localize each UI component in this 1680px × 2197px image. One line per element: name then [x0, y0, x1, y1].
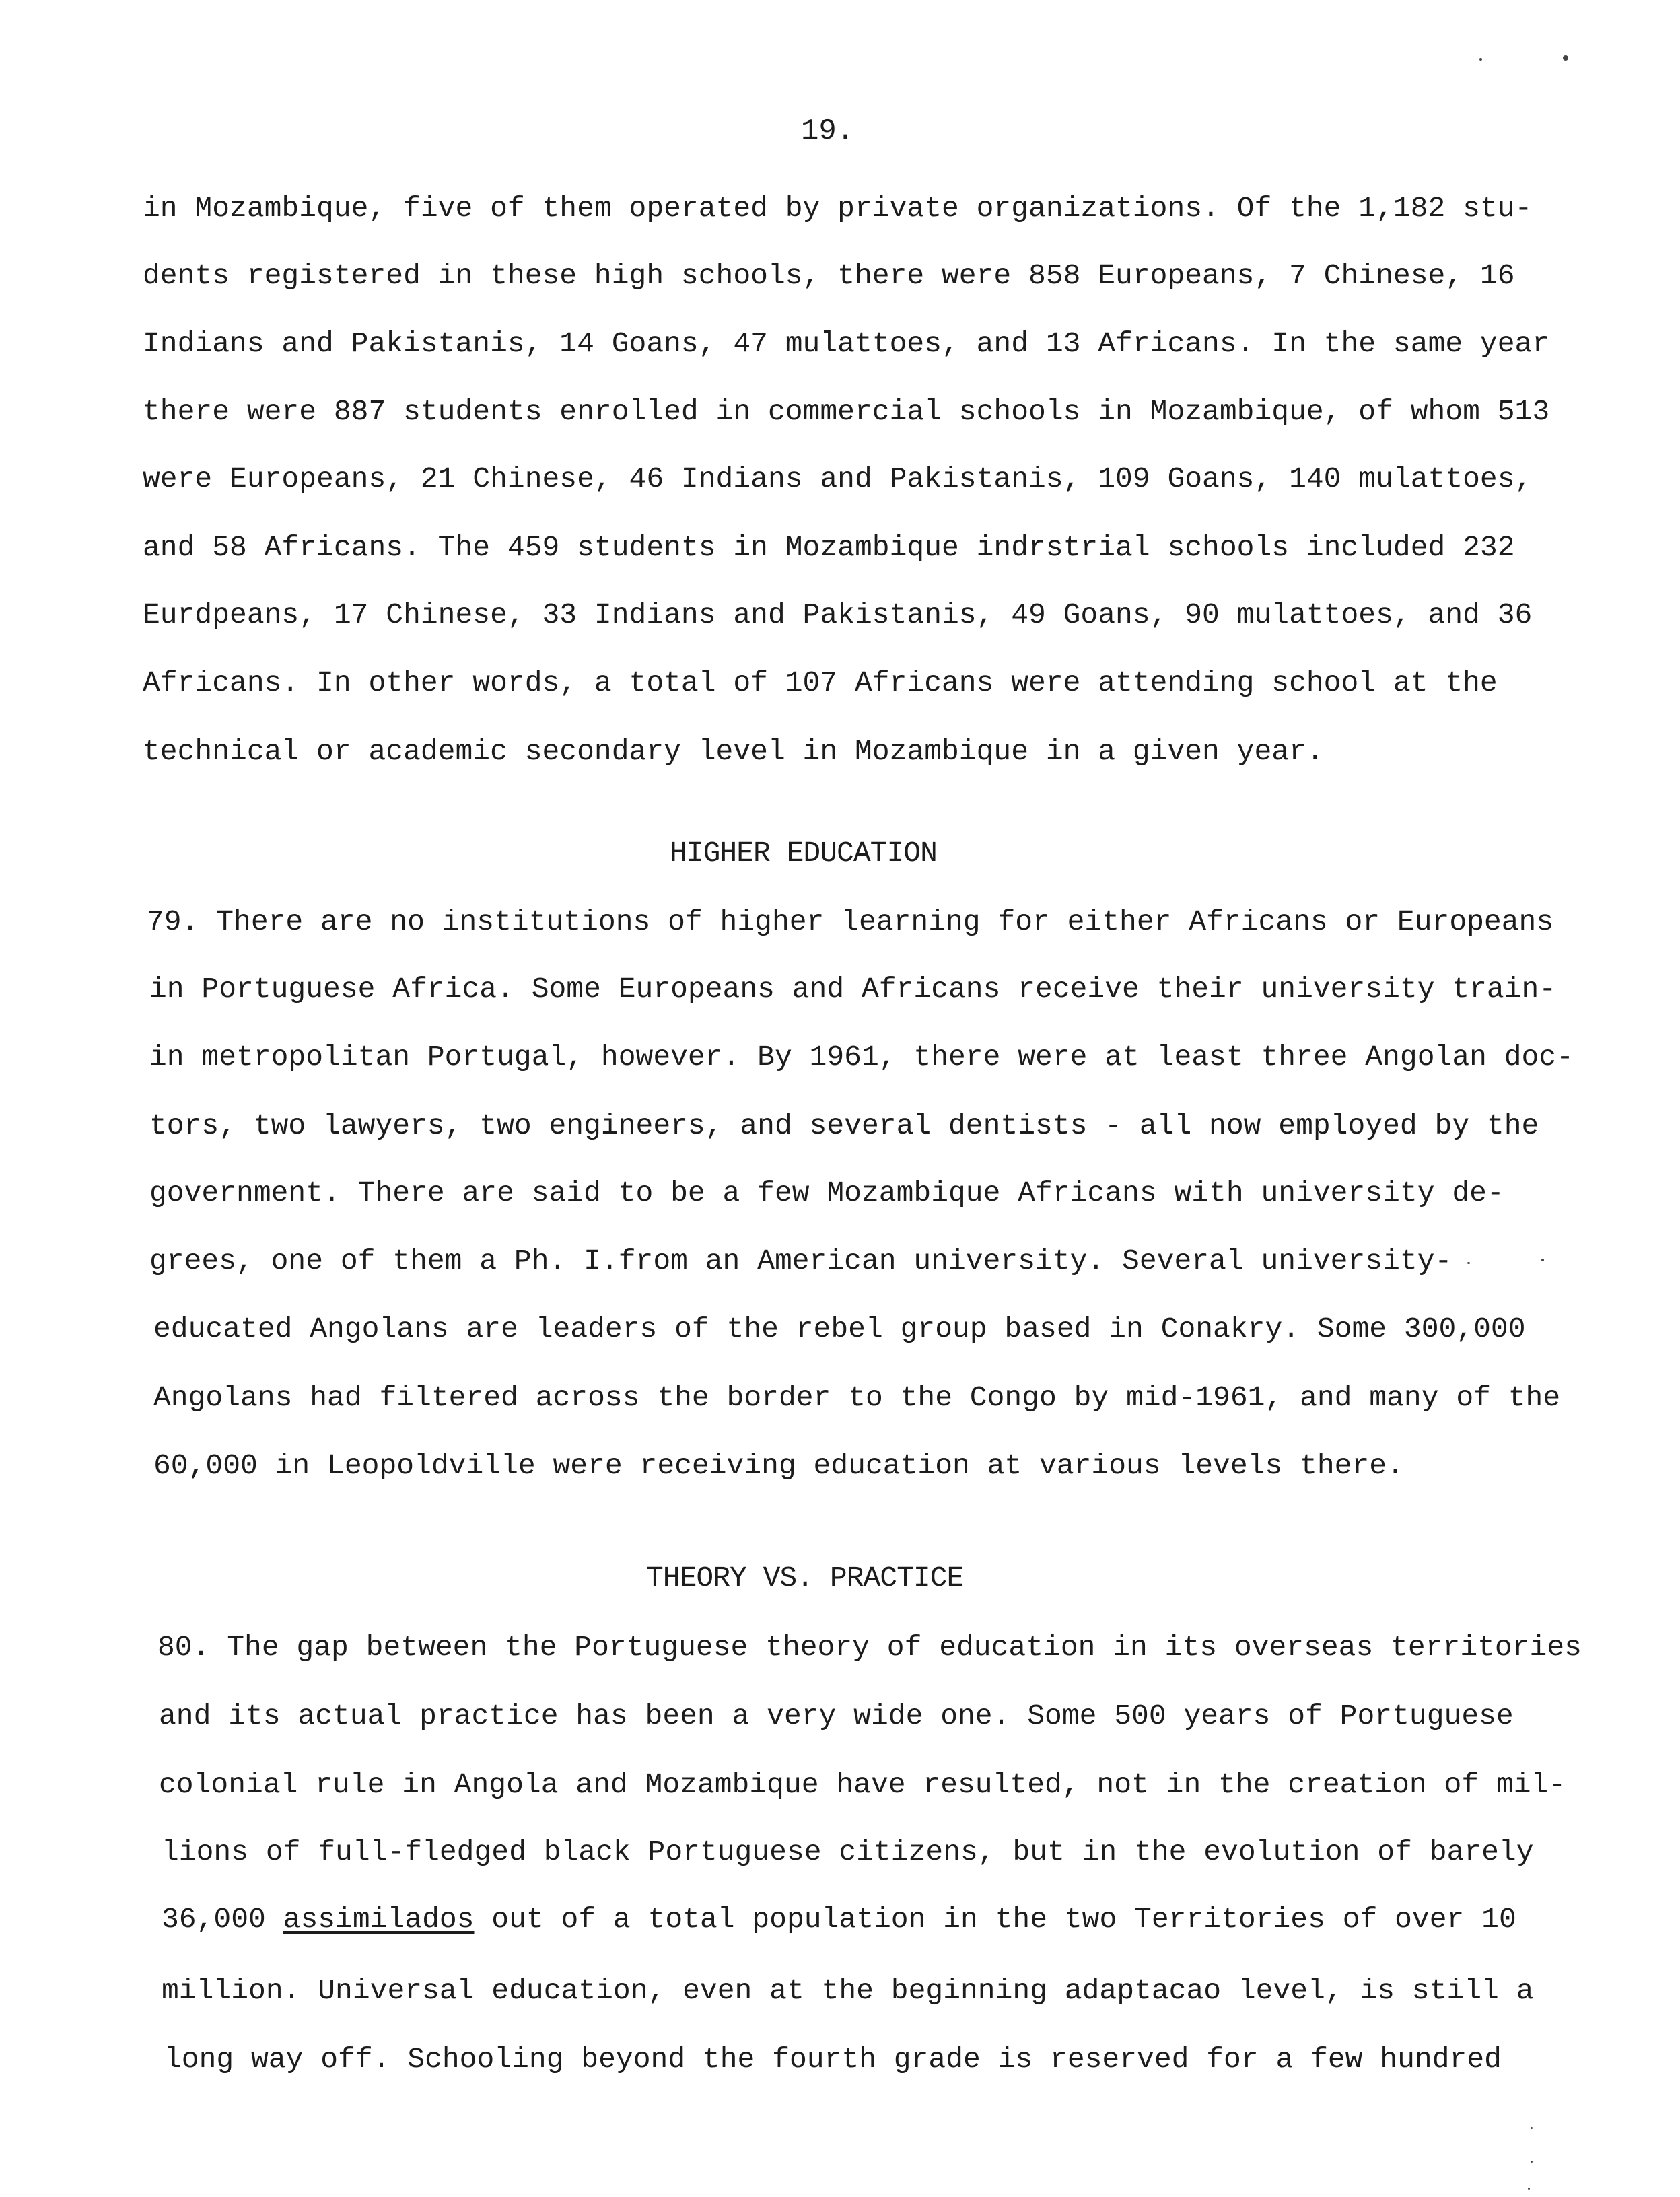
text-line: 79. There are no institutions of higher learning for either Africans or Europeans — [147, 905, 1554, 938]
text-line: Africans. In other words, a total of 107 Africans were attending school at the — [143, 666, 1498, 699]
text-line: in metropolitan Portugal, however. By 1961, there were at least three Angolan doc- — [149, 1041, 1574, 1074]
text-line: colonial rule in Angola and Mozambique have resulted, not in the creation of mil- — [159, 1768, 1566, 1801]
scan-speck — [1531, 2127, 1533, 2129]
text-line: tors, two lawyers, two engineers, and several dentists - all now employed by the — [149, 1109, 1539, 1142]
text-line: educated Angolans are leaders of the rebel group based in Conakry. Some 300,000 — [153, 1313, 1526, 1346]
text-line: in Portuguese Africa. Some Europeans and Africans receive their university train- — [149, 973, 1557, 1006]
underlined-term: assimilados — [283, 1903, 475, 1936]
text-line: million. Universal education, even at the beginning adaptacao level, is still a — [162, 1974, 1534, 2007]
text-line: dents registered in these high schools, there were 858 Europeans, 7 Chinese, 16 — [143, 259, 1515, 292]
text-fragment: 36,000 — [162, 1903, 283, 1936]
text-line: grees, one of them a Ph. I.from an American university. Several university- — [149, 1245, 1452, 1278]
scan-speck — [1531, 2161, 1533, 2163]
scan-speck — [1563, 55, 1568, 61]
text-line: technical or academic secondary level in Mozambique in a given year. — [143, 735, 1324, 768]
text-line: were Europeans, 21 Chinese, 46 Indians and Pakistanis, 109 Goans, 140 mulattoes, — [143, 462, 1533, 495]
text-line — [162, 1899, 1516, 1940]
text-line: Angolans had filtered across the border to the Congo by mid-1961, and many of the — [153, 1381, 1561, 1414]
text-line: Eurdpeans, 17 Chinese, 33 Indians and Pakistanis, 49 Goans, 90 mulattoes, and 36 — [143, 598, 1533, 631]
page-number: 19. — [801, 114, 855, 148]
section-heading-higher-education: HIGHER EDUCATION — [670, 837, 937, 870]
text-line: long way off. Schooling beyond the fourth grade is reserved for a few hundred — [164, 2043, 1502, 2076]
text-line: Indians and Pakistanis, 14 Goans, 47 mulattoes, and 13 Africans. In the same year — [143, 327, 1550, 360]
text-line: and 58 Africans. The 459 students in Mozambique indrstrial schools included 232 — [143, 531, 1515, 564]
text-fragment: out of a total population in the two Territories of over 10 — [474, 1903, 1516, 1936]
text-line: there were 887 students enrolled in commercial schools in Mozambique, of whom 513 — [143, 395, 1550, 428]
text-line: and its actual practice has been a very wide one. Some 500 years of Portuguese — [159, 1700, 1514, 1733]
text-line: lions of full-fledged black Portuguese citizens, but in the evolution of barely — [162, 1836, 1534, 1869]
text-line: government. There are said to be a few Mozambique Africans with university de- — [149, 1177, 1504, 1210]
section-heading-theory-vs-practice: THEORY VS. PRACTICE — [646, 1562, 964, 1595]
text-line: 80. The gap between the Portuguese theory of education in its overseas territories — [158, 1631, 1582, 1664]
text-line: 60,000 in Leopoldville were receiving education at various levels there. — [153, 1449, 1404, 1482]
text-line: in Mozambique, five of them operated by private organizations. Of the 1,182 stu- — [143, 192, 1533, 225]
scan-speck — [1528, 2188, 1530, 2190]
scan-speck — [1467, 1262, 1470, 1264]
scan-speck — [1541, 1259, 1544, 1261]
scan-speck — [1479, 58, 1482, 61]
